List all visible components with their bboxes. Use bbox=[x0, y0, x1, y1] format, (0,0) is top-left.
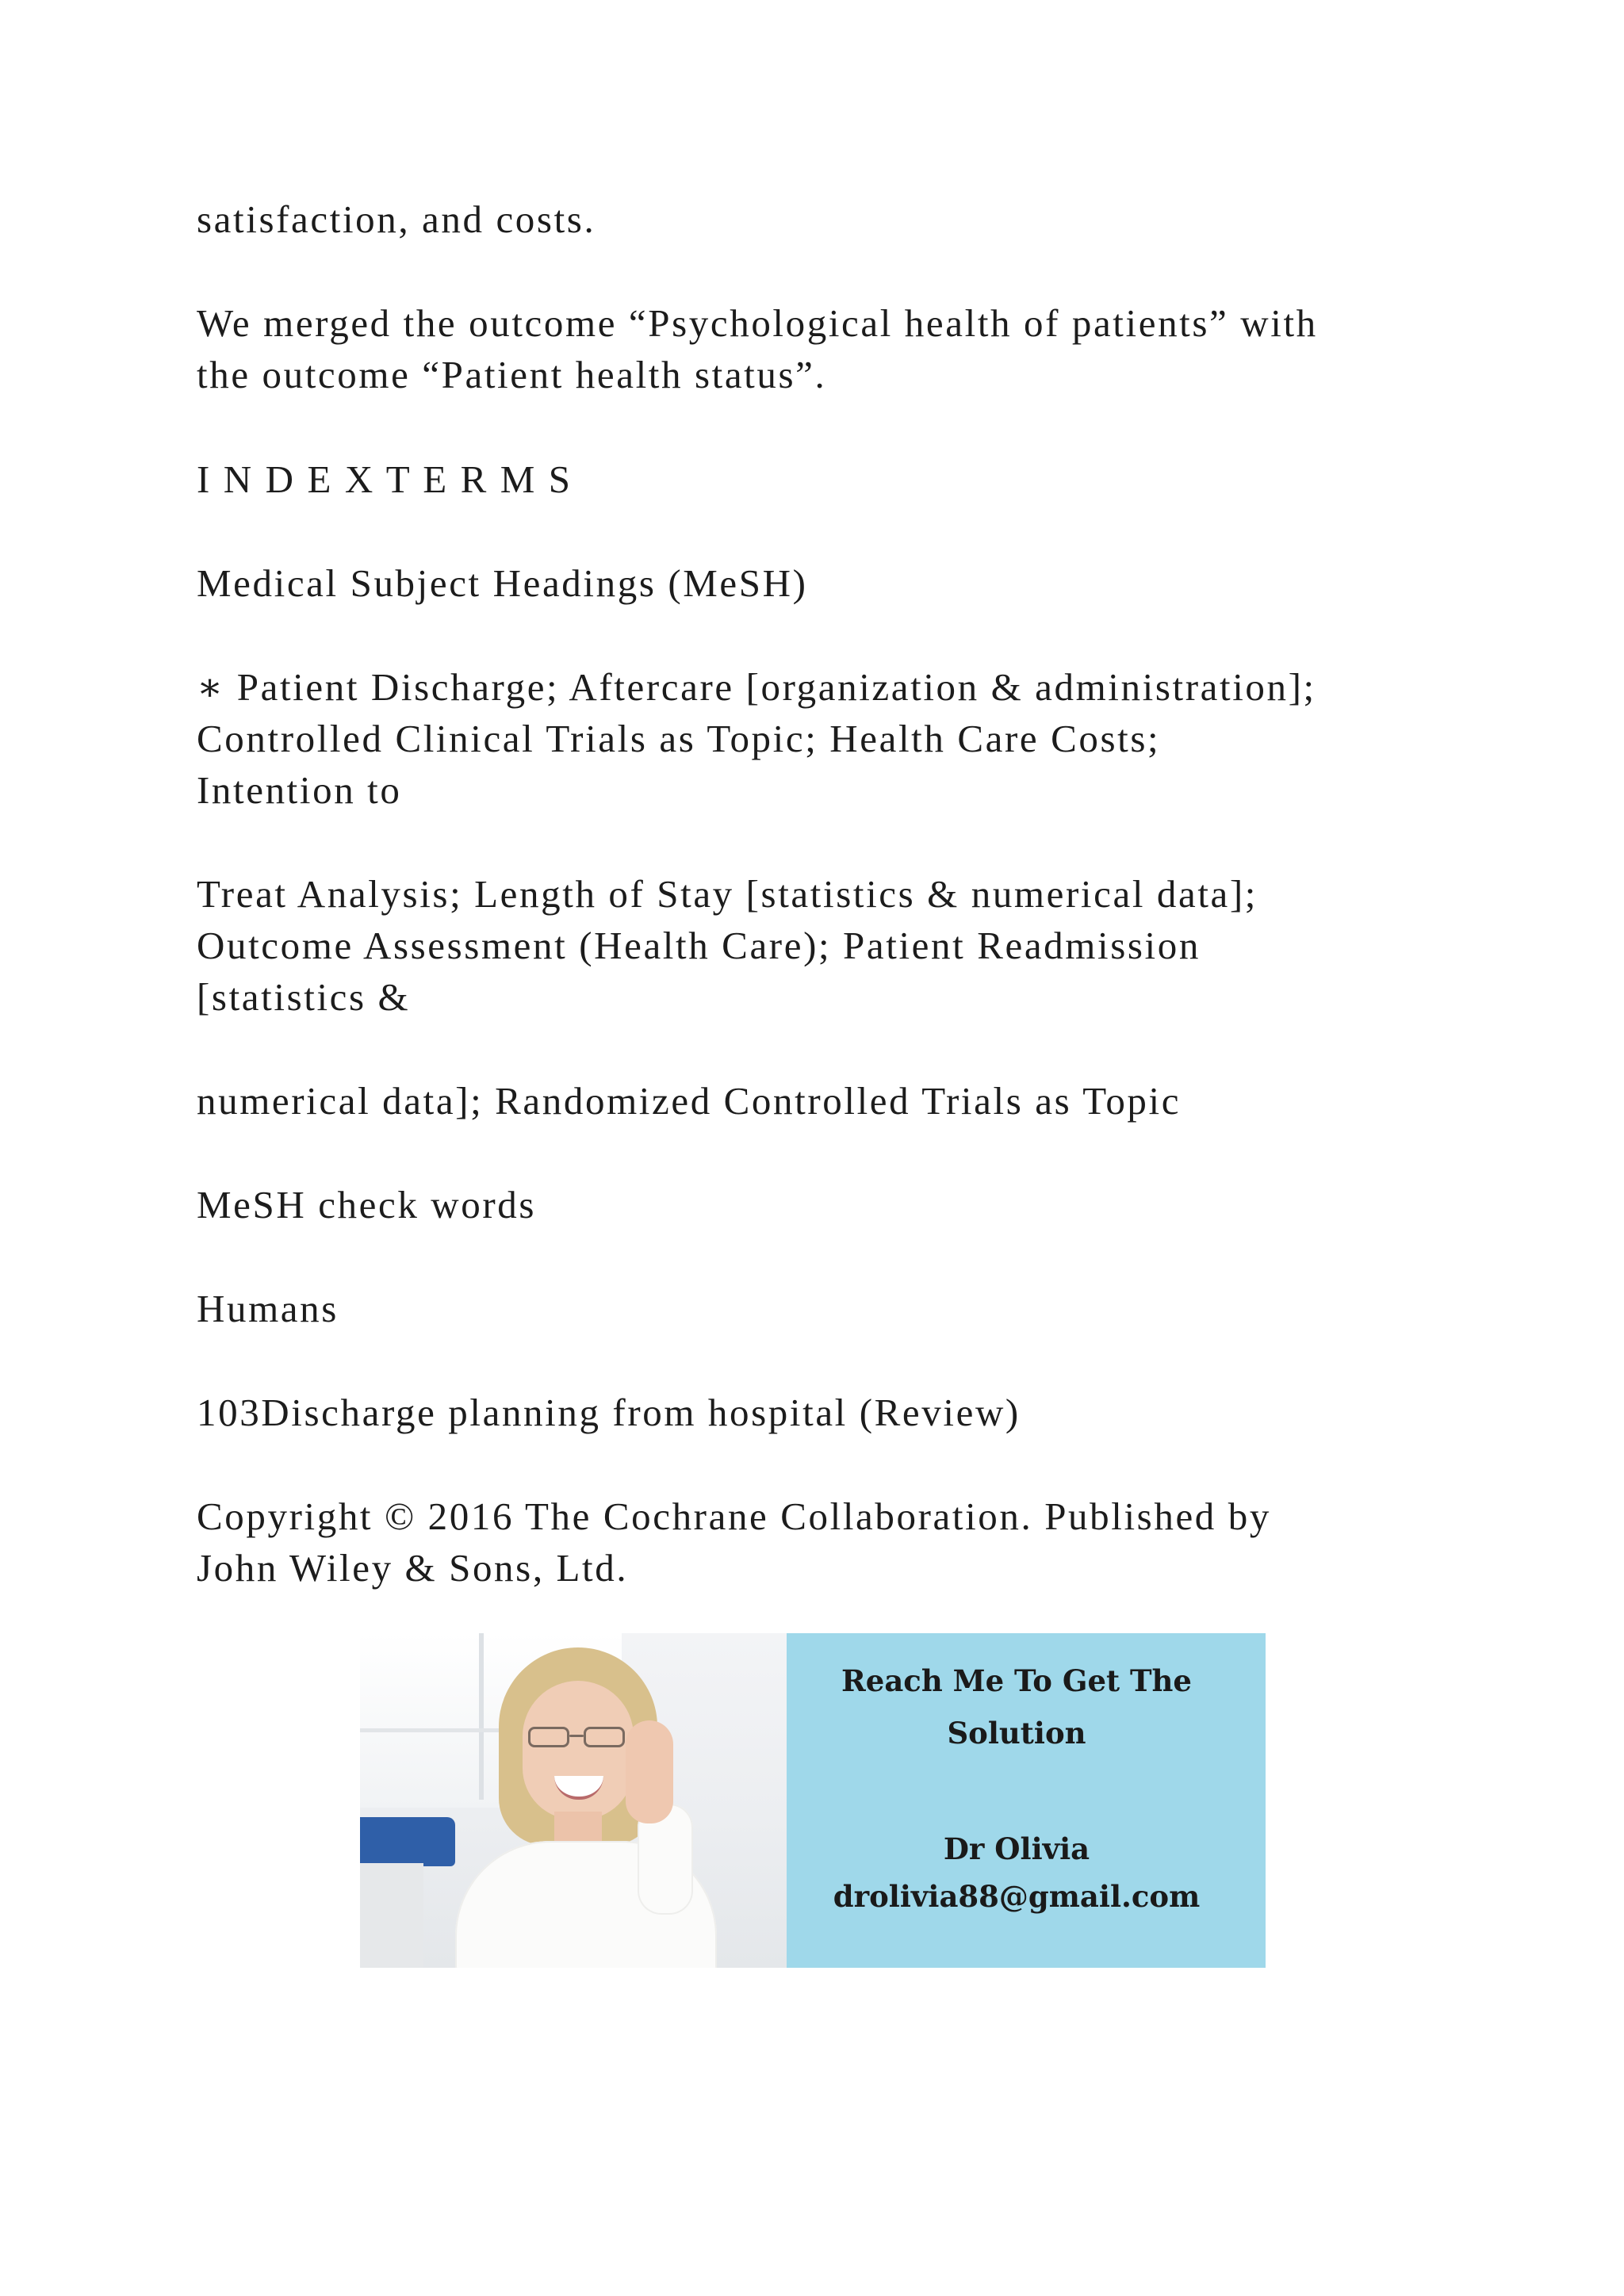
paragraph-humans: Humans bbox=[197, 1287, 339, 1330]
paragraph-satisfaction: satisfaction, and costs. bbox=[197, 197, 596, 241]
contact-banner bbox=[360, 1633, 1266, 1968]
hand bbox=[626, 1720, 673, 1823]
paragraph-merged-outcome: We merged the outcome “Psychological health of patients” with the outcome “Patient health status”. bbox=[197, 301, 1318, 396]
paragraph-mesh-terms-2: Treat Analysis; Length of Stay [statistics & numerical data]; Outcome Assessment (Health Care); Patient Readmission [statistics & bbox=[197, 872, 1258, 1019]
mesh-heading: Medical Subject Headings (MeSH) bbox=[197, 561, 808, 605]
paragraph-mesh-terms-1: ∗ Patient Discharge; Aftercare [organization & administration]; Controlled Clinical Trials as Topic; Health Care Costs; Intention to bbox=[197, 665, 1316, 812]
contact-name: Dr Olivia bbox=[943, 1831, 1090, 1866]
contact-info-panel bbox=[787, 1633, 1266, 1968]
glasses-icon bbox=[528, 1727, 628, 1749]
index-terms-heading: I N D E X T E R M S bbox=[197, 457, 573, 501]
paragraph-mesh-terms-3: numerical data]; Randomized Controlled Trials as Topic bbox=[197, 1079, 1182, 1123]
copyright-notice: Copyright © 2016 The Cochrane Collaboration. Published by John Wiley & Sons, Ltd. bbox=[197, 1494, 1271, 1590]
banner-headline: Reach Me To Get The bbox=[841, 1663, 1192, 1698]
blue-chair bbox=[360, 1817, 455, 1866]
woman-photo bbox=[360, 1633, 787, 1968]
page-footer-title: 103Discharge planning from hospital (Review) bbox=[197, 1391, 1021, 1434]
contact-email: drolivia88@gmail.com bbox=[833, 1879, 1201, 1914]
banner-headline-cont: Solution bbox=[947, 1716, 1086, 1751]
mesh-check-words-heading: MeSH check words bbox=[197, 1183, 537, 1226]
